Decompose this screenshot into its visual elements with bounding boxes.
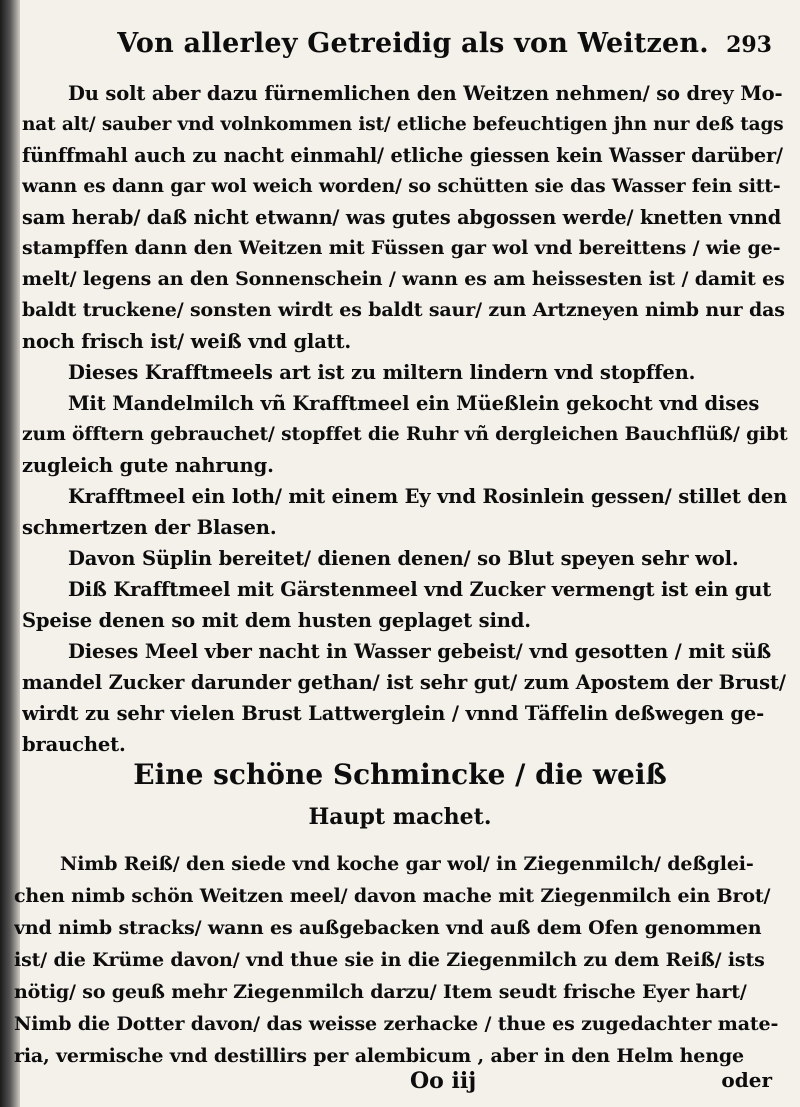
text-line: Dieses Meel vber nacht in Wasser gebeist/ vnd gesotten / mit süß [68, 640, 772, 663]
text-line: sam herab/ daß nicht etwann/ was gutes abgossen werde/ knetten vnnd [22, 206, 782, 229]
text-line: chen nimb schön Weitzen meel/ davon mache mit Ziegenmilch ein Brot/ [14, 885, 771, 907]
text-line: Nimb die Dotter davon/ das weisse zerhacke / thue es zugedachter mate- [14, 1013, 779, 1035]
catchword: oder [721, 1068, 772, 1092]
text-line: Mit Mandelmilch vñ Krafftmeel ein Müeßlein gekocht vnd dises [68, 392, 760, 415]
text-line: fünffmahl auch zu nacht einmahl/ etliche giessen kein Wasser darüber/ [22, 144, 783, 167]
text-line: nat alt/ sauber vnd volnkommen ist/ etliche befeuchtigen jhn nur deß tags [22, 114, 784, 135]
text-line: ria, vermische vnd destillirs per alembicum , aber in den Helm henge [14, 1045, 744, 1067]
text-line: zum öfftern gebrauchet/ stopffet die Ruhr vñ dergleichen Bauchflüß/ gibt [22, 423, 788, 445]
text-line: brauchet. [22, 733, 126, 756]
page-footer [0, 1068, 782, 1100]
text-line: stampffen dann den Weitzen mit Füssen gar wol vnd bereittens / wie ge- [22, 237, 781, 259]
section-1-text [22, 78, 788, 760]
text-line: ist/ die Krüme davon/ vnd thue sie in die Ziegenmilch zu dem Reiß/ ists [14, 949, 765, 971]
page-number: 293 [726, 32, 772, 58]
text-line: Dieses Krafftmeels art ist zu miltern lindern vnd stopffen. [68, 361, 696, 384]
text-line: wann es dann gar wol weich worden/ so schütten sie das Wasser fein sitt- [22, 175, 781, 197]
page-header [60, 28, 778, 72]
text-line: vnd nimb stracks/ wann es außgebacken vnd auß dem Ofen genommen [14, 917, 762, 939]
signature-mark: Oo iij [410, 1068, 477, 1094]
text-line: Davon Süplin bereitet/ dienen denen/ so Blut speyen sehr wol. [68, 547, 739, 570]
text-line: Diß Krafftmeel mit Gärstenmeel vnd Zucker vermengt ist ein gut [68, 578, 772, 601]
text-line: melt/ legens an den Sonnenschein / wann es am heissesten ist / damit es [22, 268, 785, 290]
section-2-text [14, 848, 792, 1072]
section-subheading: Haupt machet. [308, 804, 492, 830]
text-line: mandel Zucker darunder gethan/ ist sehr gut/ zum Apostem der Brust/ [22, 671, 786, 694]
text-line: schmertzen der Blasen. [22, 516, 277, 539]
text-line: Nimb Reiß/ den siede vnd koche gar wol/ in Ziegenmilch/ deßglei- [60, 853, 754, 875]
text-line: Du solt aber dazu fürnemlichen den Weitzen nehmen/ so drey Mo- [68, 82, 783, 105]
text-line: Krafftmeel ein loth/ mit einem Ey vnd Rosinlein gessen/ stillet den [68, 485, 788, 508]
text-line: wirdt zu sehr vielen Brust Lattwerglein / vnnd Täffelin deßwegen ge- [22, 702, 765, 725]
text-line: baldt truckene/ sonsten wirdt es baldt saur/ zun Artzneyen nimb nur das [22, 299, 785, 321]
text-line: noch frisch ist/ weiß vnd glatt. [22, 330, 352, 353]
text-line: nötig/ so geuß mehr Ziegenmilch darzu/ Item seudt frische Eyer hart/ [14, 981, 747, 1003]
section-heading: Eine schöne Schmincke / die weiß [133, 758, 667, 791]
text-line: zugleich gute nahrung. [22, 454, 274, 477]
text-line: Speise denen so mit dem husten geplaget sind. [22, 609, 531, 632]
running-head: Von allerley Getreidig als von Weitzen. [117, 28, 709, 59]
